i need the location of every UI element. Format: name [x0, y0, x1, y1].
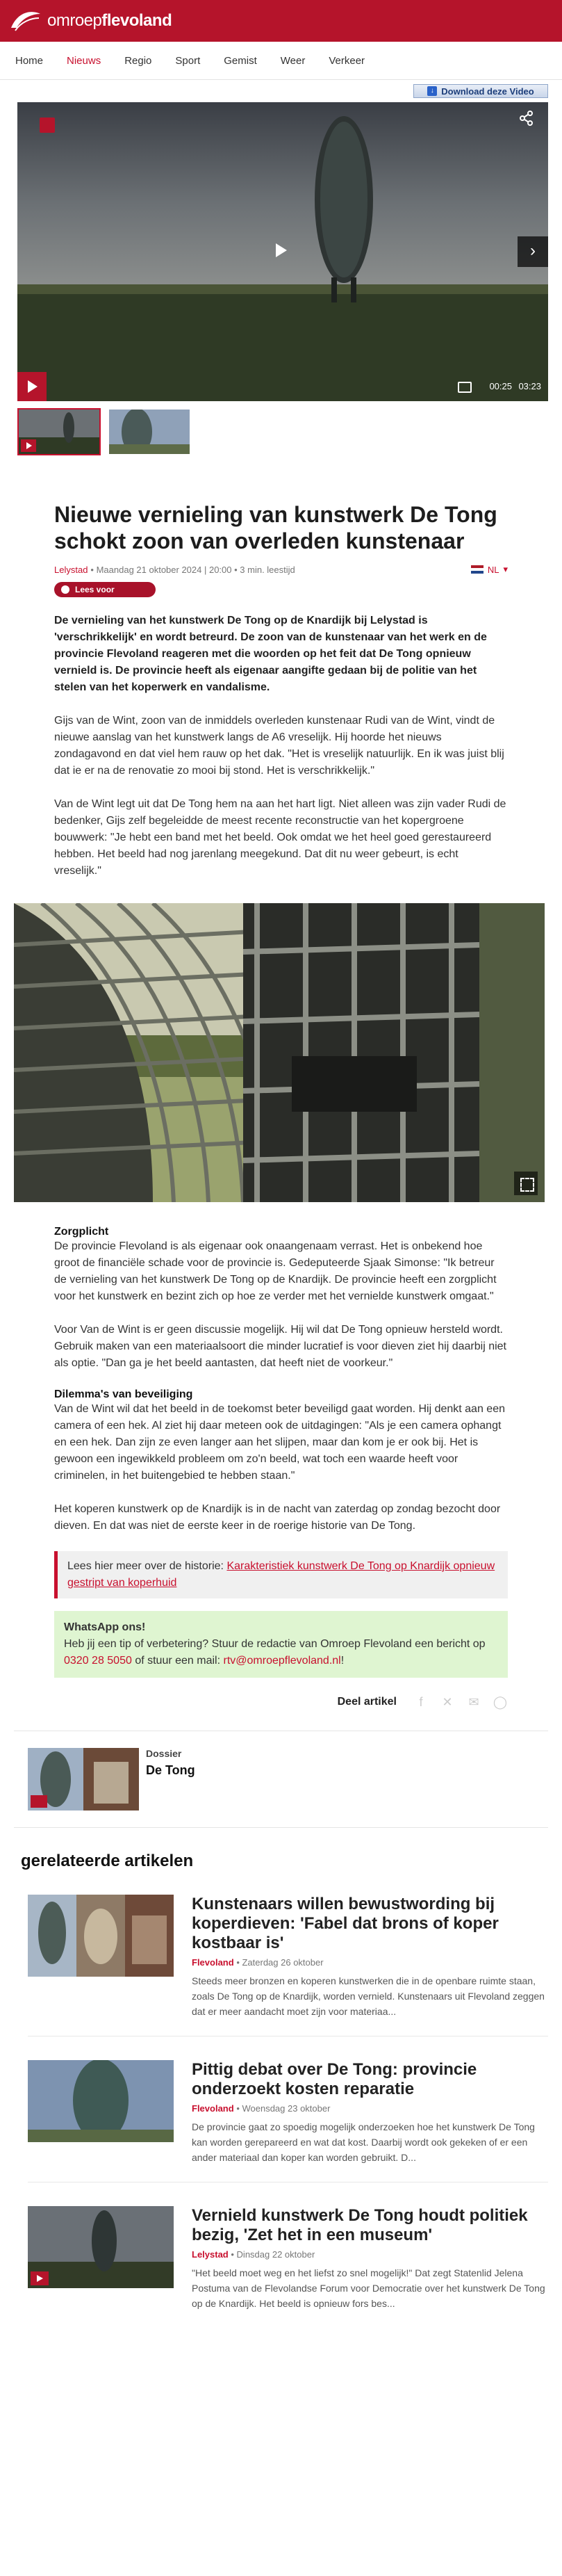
related-location: Lelystad [192, 2249, 229, 2260]
play-overlay-icon[interactable] [276, 243, 287, 257]
video-play-icon [31, 2271, 49, 2285]
download-video-button[interactable] [413, 84, 548, 98]
chevron-right-icon[interactable]: › [518, 236, 548, 267]
related-date: • Woensdag 23 oktober [236, 2103, 331, 2114]
time-duration: 03:23 [518, 381, 541, 391]
dossier-name: De Tong [146, 1763, 195, 1777]
article-continued [0, 1226, 562, 1710]
language-select[interactable] [471, 564, 508, 575]
facebook-icon[interactable]: f [419, 1695, 423, 1709]
language-label: NL [487, 564, 499, 575]
share-row [54, 1694, 508, 1710]
related-text: Steeds meer bronzen en koperen kunstwerken die in de openbare ruimte staan, zoals De Tong op de Knardijk, worden vernield. Kunstenaars uit Flevoland zeggen dat er meer aandacht moet zijn voor materiaa... [192, 1975, 545, 2017]
logo-swoosh-icon [8, 7, 43, 35]
whatsapp-icon[interactable]: ◯ [493, 1695, 508, 1709]
article-title: Nieuwe vernieling van kunstwerk De Tong schokt zoon van overleden kunstenaar [54, 502, 497, 553]
related-location: Flevoland [192, 1957, 234, 1968]
chevron-down-icon: ▾ [503, 564, 508, 574]
article-location[interactable]: Lelystad [54, 564, 88, 575]
related-title[interactable]: Pittig debat over De Tong: provincie onderzoekt kosten reparatie [192, 2060, 477, 2098]
logo-prefix: omroep [47, 11, 102, 30]
history-link[interactable]: Karakteristiek kunstwerk De Tong op Knardijk opnieuw gestript van koperhuid [67, 1560, 495, 1589]
related-article[interactable] [28, 2206, 548, 2311]
speaker-icon [61, 585, 69, 594]
nav-home[interactable]: Home [15, 54, 44, 67]
x-icon[interactable]: ✕ [442, 1695, 453, 1709]
video-thumbnails [17, 408, 562, 455]
nav-sport[interactable]: Sport [175, 54, 201, 67]
mail-icon[interactable]: ✉ [468, 1695, 479, 1709]
top-bar [0, 0, 562, 42]
play-button[interactable] [17, 372, 47, 401]
logo-brand: flevoland [101, 11, 172, 30]
article-date: • Maandag 21 oktober 2024 | 20:00 • 3 min. leestijd [90, 564, 295, 575]
related-image [28, 1895, 174, 1977]
read-aloud-button[interactable] [54, 582, 156, 597]
article-lead: De vernieling van het kunstwerk De Tong op de Knardijk bij Lelystad is 'verschrikkelijk' en wordt betreurd. De zoon van de kunstenaar van het werk en de provincie Flevoland reageren met die woorden op het feit dat De Tong opnieuw vernield is. De provincie heeft als eigenaar aangifte gedaan bij de politie van het stelen van het koperwerk en vandalisme. [54, 615, 487, 693]
related-text: "Het beeld moet weg en het liefst zo snel mogelijk!" Dat zegt Statenlid Jelena Postuma van de Flevolandse Forum voor Democratie over het kunstwerk De Tong op de Knardijk. Het beeld is opnieuw fors bes... [192, 2267, 545, 2309]
note-prefix: Lees hier meer over de historie: [67, 1560, 227, 1572]
dossier-image [28, 1748, 139, 1811]
thumbnail-play-icon [21, 439, 36, 452]
related-image [28, 2060, 174, 2142]
article [0, 501, 562, 880]
video-player[interactable] [17, 102, 548, 401]
article-meta [54, 564, 508, 575]
subheading: Dilemma's van beveiliging [54, 1388, 193, 1400]
folder-icon [31, 1795, 47, 1808]
dossier-card[interactable] [14, 1731, 548, 1828]
sculpture-closeup-image [14, 903, 545, 1202]
whatsapp-box [54, 1611, 508, 1678]
whatsapp-title: WhatsApp ons! [64, 1621, 146, 1633]
logo[interactable] [8, 7, 172, 35]
paragraph: Van de Wint legt uit dat De Tong hem na aan het hart ligt. Niet alleen was zijn vader Rudi de bedenker, Gijs zelf begeleidde de meest recente reconstructie van het kopergroene bouwwerk: "Je hebt een band met het beeld. Ook omdat we het heel goed gerestaureerd hebben. Het beeld had nog jarenlang meegekund. Dat dit nu weer gebeurt, is echt vreselijk." [54, 798, 506, 877]
fullscreen-icon[interactable] [514, 1172, 538, 1195]
whatsapp-text: Heb jij een tip of verbetering? Stuur de redactie van Omroep Flevoland een bericht op [64, 1638, 486, 1650]
paragraph: Gijs van de Wint, zoon van de inmiddels overleden kunstenaar Rudi van de Wint, vindt de nieuwe aanslag van het kunstwerk langs de A6 vreselijk. Hij hoorde het nieuws zondagavond en dat viel hem rauw op het dak. "Het is vreselijk natuurlijk. En ik was juist blij dat ie er na de renovatie zo mooi bij stond. Het is verschrikkelijk." [54, 715, 504, 777]
nav-nieuws[interactable]: Nieuws [67, 54, 101, 67]
nl-flag-icon [471, 565, 484, 574]
main-nav [0, 42, 562, 80]
email-link[interactable]: rtv@omroepflevoland.nl [223, 1655, 341, 1667]
cast-icon[interactable] [458, 382, 472, 393]
nav-weer[interactable]: Weer [280, 54, 306, 67]
paragraph: Van de Wint wil dat het beeld in de toekomst beter beveiligd gaat worden. Hij denkt aan een camera of een hek. Al ziet hij daar meteen ook de uitdagingen: "Als je een camera ophangt en een hek. Dan zijn ze even langer aan het slijpen, maar dan kom je er ook bij. Het is gewoon een ingewikkeld probleem om zo'n beeld, wat toch een waarde heeft voor criminelen, in het buitengebied te hebben staan." [54, 1403, 505, 1482]
article-photo [14, 903, 545, 1202]
nav-regio[interactable]: Regio [124, 54, 152, 67]
dossier-label: Dossier [146, 1748, 182, 1759]
related-title[interactable]: Kunstenaars willen bewustwording bij koperdieven: 'Fabel dat brons of koper kostbaar is' [192, 1895, 499, 1952]
related-date: • Dinsdag 22 oktober [231, 2249, 315, 2260]
related-heading: gerelateerde artikelen [21, 1852, 194, 1870]
subheading: Zorgplicht [54, 1226, 109, 1238]
download-icon: ↓ [427, 86, 437, 96]
related-article[interactable] [28, 2060, 548, 2165]
share-icon[interactable] [519, 111, 534, 126]
paragraph: Voor Van de Wint is er geen discussie mogelijk. Hij wil dat De Tong opnieuw hersteld wordt. Gebruik maken van een materiaalsoort die minder lucratief is voor dieven ziet hij daarbij niet als optie. "Dan ga je het beeld aantasten, dat heeft niet de voorkeur." [54, 1324, 506, 1369]
read-aloud-label: Lees voor [75, 585, 115, 594]
related-title[interactable]: Vernield kunstwerk De Tong houdt politiek bezig, 'Zet het in een museum' [192, 2206, 528, 2244]
download-video-label: Download deze Video [441, 86, 534, 97]
paragraph: Het koperen kunstwerk op de Knardijk is in de nacht van zaterdag op zondag bezocht door dieven. En dat was niet de eerste keer in de roerige historie van De Tong. [54, 1503, 501, 1532]
time-current: 00:25 [489, 381, 512, 391]
nav-gemist[interactable]: Gemist [224, 54, 257, 67]
video-thumbnail-2[interactable] [108, 408, 191, 455]
related-image [28, 2206, 174, 2288]
whatsapp-phone-link[interactable]: 0320 28 5050 [64, 1655, 132, 1667]
channel-badge [40, 118, 55, 133]
whatsapp-text-2: of stuur een mail: [131, 1655, 224, 1667]
share-label: Deel artikel [337, 1696, 397, 1708]
nav-verkeer[interactable]: Verkeer [329, 54, 365, 67]
whatsapp-text-end: ! [340, 1655, 345, 1667]
related-article[interactable] [28, 1895, 548, 2019]
related-location: Flevoland [192, 2103, 234, 2114]
related-date: • Zaterdag 26 oktober [236, 1957, 324, 1968]
related-history-note [54, 1551, 508, 1598]
video-thumbnail-1[interactable] [17, 408, 101, 455]
paragraph: De provincie Flevoland is als eigenaar ook onaangenaam verrast. Het is onbekend hoe groot de financiële schade voor de provincie is. Gedeputeerde Sjaak Simonse: "Ik betreur de vernieling van het kunstwerk De Tong op de Knardijk. De provincie heeft een zorgplicht voor het kunstwerk en bezint zich op hoe ze verder met het vernielde kunstwerk omgaat." [54, 1240, 497, 1302]
related-text: De provincie gaat zo spoedig mogelijk onderzoeken hoe het kunstwerk De Tong kan worden gerepareerd en wat dat kost. Daarbij wordt ook gekeken of er een ander materiaal dan koper kan worden gebruikt. D... [192, 2121, 535, 2163]
